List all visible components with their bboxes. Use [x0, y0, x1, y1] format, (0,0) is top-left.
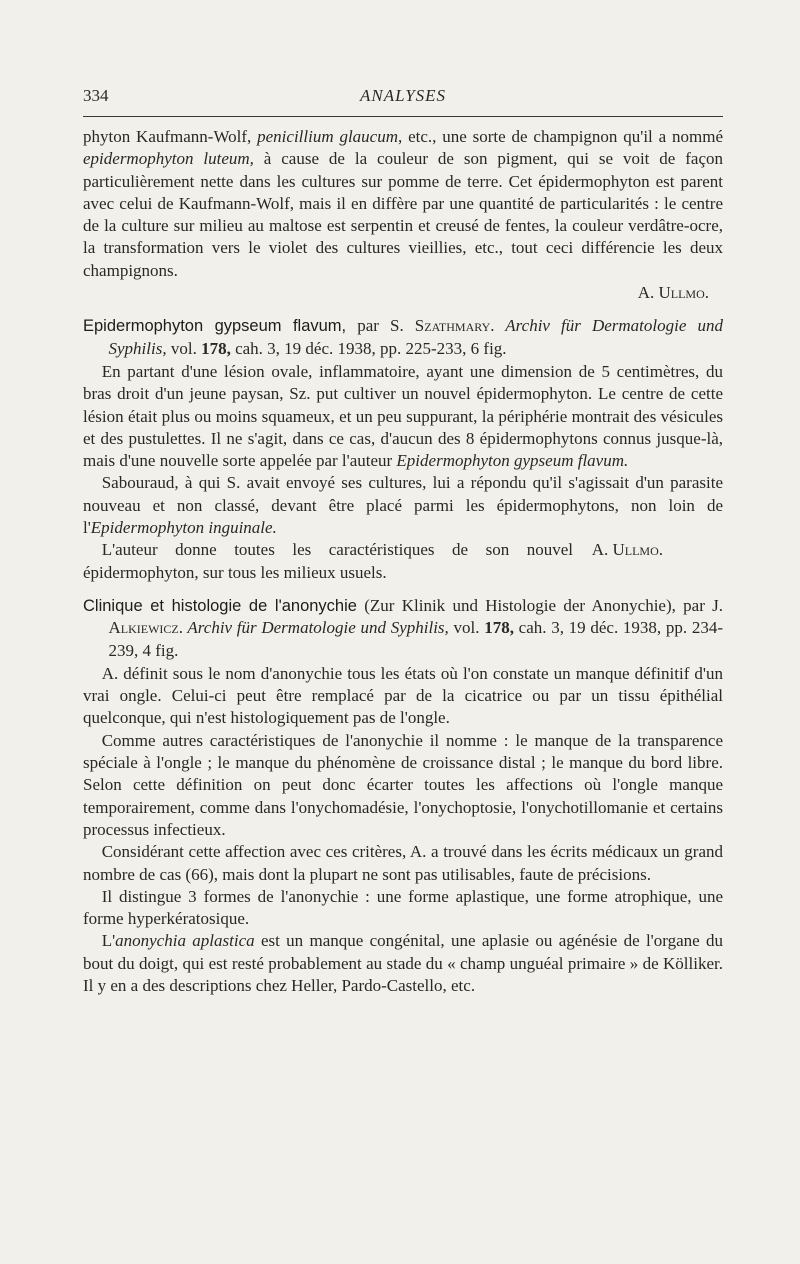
paragraph: Considérant cette affection avec ces critères, A. a trouvé dans les écrits médicaux un grand nombre de cas (66), mais dont la plupart ne sont pas utilisables, faute de précisions. — [83, 842, 723, 884]
continuation-paragraph — [83, 126, 723, 282]
journal-name: Archiv für Dermatologie und Syphilis, — [183, 618, 449, 638]
article-anonychie — [83, 595, 723, 997]
text-run: à cause de la couleur de son pigment, qui se voit de façon particulièrement nette dans les cultures sur pomme de terre. Cet épidermophyton est parent avec celui de Kaufmann-Wolf, mais il en diffère par une quantité de particularités : le centre de la culture sur milieu au maltose est serpentin et creusé de fentes, la couleur verdâtre-ocre, la transformation vers le violet des cultures vieillies, etc., tout ceci différencie les deux champignons. — [83, 149, 723, 280]
text-run: vol. — [166, 338, 202, 358]
article-heading — [83, 595, 723, 662]
italic-term: epidermophyton luteum, — [83, 149, 254, 169]
body-text — [83, 126, 723, 997]
paragraph — [83, 930, 723, 997]
italic-term: Epidermophyton inguinale. — [90, 518, 277, 538]
text-run: etc., une sorte de champignon qu'il a nommé — [402, 127, 723, 146]
article-title: Epidermophyton gypseum flavum, — [83, 317, 347, 336]
running-head: ANALYSES — [359, 86, 447, 105]
original-title: (Zur Klinik und Histologie der Anonychie), par J. — [356, 595, 724, 615]
header-rule — [83, 116, 723, 117]
reference: cah. 3, 19 déc. 1938, pp. 234-239, 4 fig. — [108, 618, 723, 660]
paragraph — [83, 539, 723, 584]
paragraph: A. définit sous le nom d'anonychie tous les états où l'on constate un manque définitif d'un vrai ongle. Celui-ci peut être remplacé par de la cicatrice ou par un tissu épithélial quelconque, qui n'est histologiquement pas de l'ongle. — [83, 663, 723, 728]
paragraph — [83, 361, 723, 472]
text-run: L'auteur donne toutes les caractéristiques de son nouvel épidermophyton, sur tous les milieux usuels. — [83, 540, 573, 582]
text-run: En partant d'une lésion ovale, inflammatoire, ayant une dimension de 5 centimètres, du bras droit d'un jeune paysan, Sz. put cultiver un nouvel épidermophyton. Le centre de cette lésion était plus ou moins squameux, et un peu suppurant, la périphérie montrait des vésicules et des pustulettes. Il ne s'agit, dans ce cas, d'aucun des 8 épidermophytons connus jusque-là, mais d'une nouvelle sorte appelée par l'auteur — [83, 361, 723, 471]
text-run: est un manque congénital, une aplasie ou agénésie de l'organe du bout du doigt, qui est resté probablement au stade du « champ unguéal primaire » de Kölliker. Il y en a des descriptions chez Heller, Pardo-Castello, etc. — [83, 931, 724, 995]
text-run: phyton Kaufmann-Wolf, — [83, 127, 258, 146]
article-heading — [83, 315, 723, 360]
article-epidermophyton — [83, 315, 723, 584]
volume: 178, — [201, 338, 231, 358]
page-number: 334 — [83, 86, 109, 105]
italic-term: penicillium glaucum, — [257, 127, 403, 146]
text-run: L' — [101, 931, 116, 951]
volume: 178, — [484, 618, 514, 638]
paragraph: Il distingue 3 formes de l'anonychie : une forme aplastique, une forme atrophique, une forme hyperkératosique. — [83, 886, 723, 929]
text-run: par S. — [346, 316, 415, 336]
paragraph — [83, 472, 723, 539]
signature: A. Ullmo. — [591, 540, 663, 560]
italic-term: Epidermophyton gypseum flavum. — [396, 451, 629, 471]
reference: cah. 3, 19 déc. 1938, pp. 225-233, 6 fig. — [230, 338, 507, 358]
text-run: Sabouraud, à qui S. avait envoyé ses cultures, lui a répondu qu'il s'agissait d'un parasite nouveau et non classé, devant être placé parmi les épidermophytons, non loin de l' — [83, 473, 723, 538]
journal-name: Archiv für Dermatologie und Syphilis, — [108, 316, 723, 358]
page-header — [83, 86, 723, 112]
signature: A. Ullmo. — [637, 283, 709, 303]
article-title: Clinique et histologie de l'anonychie — [83, 596, 357, 615]
text-run: vol. — [448, 618, 485, 638]
paragraph: Comme autres caractéristiques de l'anonychie il nomme : le manque de la transparence spéciale à l'ongle ; le manque du phénomène de croissance distal ; le manque du bord libre. Selon cette définition on peut donc écarter toutes les affections où l'ongle manque temporairement, comme dans l'onychomadésie, l'onychoptosie, l'onychotillomanie et certains processus infectieux. — [83, 730, 723, 839]
article-author: Szathmary. — [414, 316, 495, 336]
article-author: Alkiewicz. — [108, 618, 184, 638]
italic-term: anonychia aplastica — [115, 931, 255, 951]
